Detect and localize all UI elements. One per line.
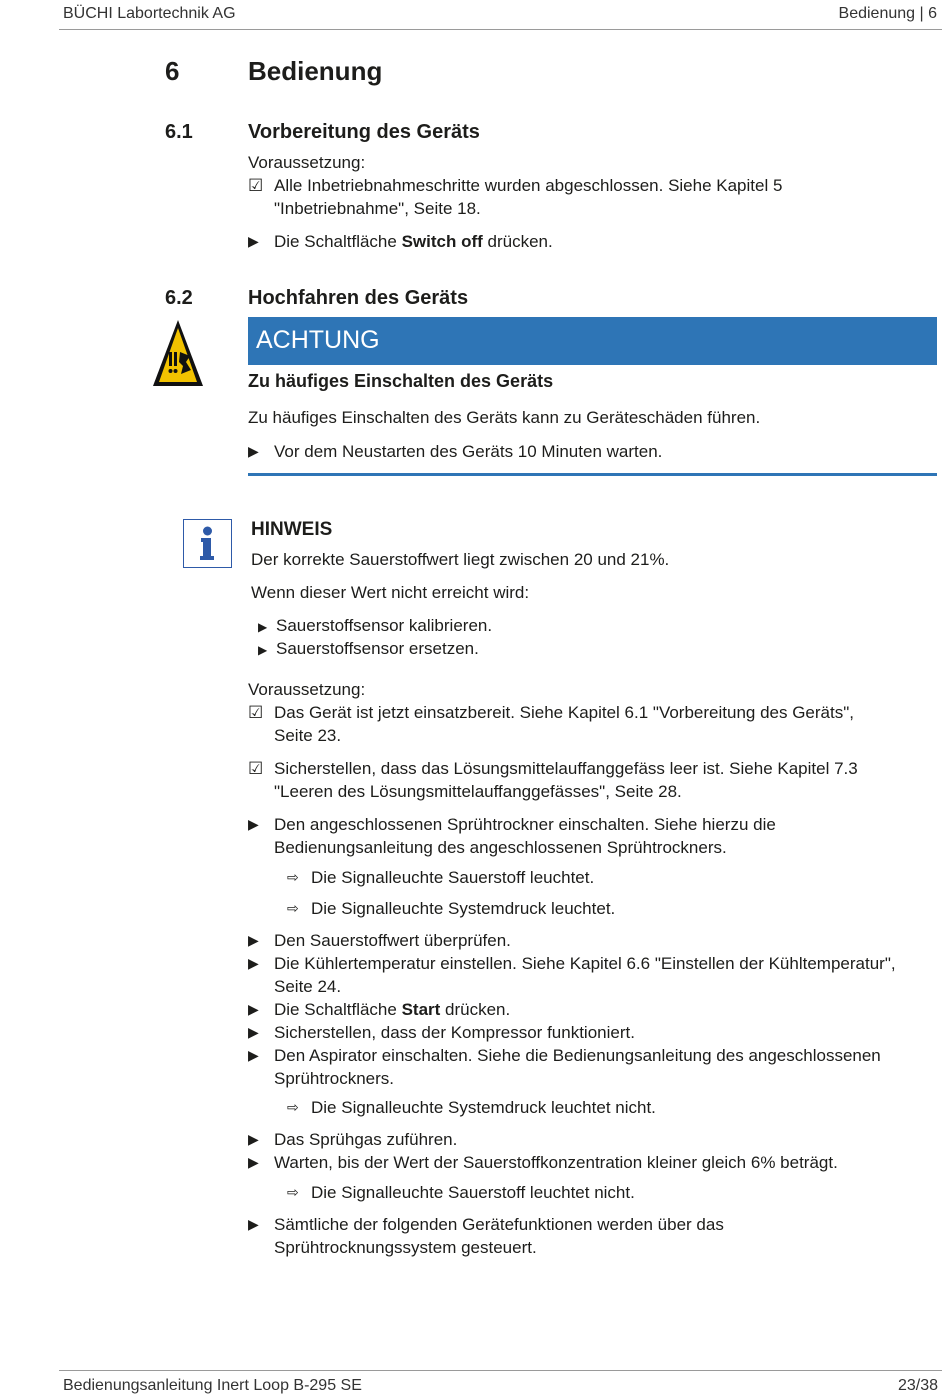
checkbox-icon: ☑ bbox=[248, 703, 264, 722]
section-title-6-1: Vorbereitung des Geräts bbox=[248, 121, 480, 143]
chapter-title: Bedienung bbox=[248, 56, 383, 86]
checkbox-icon: ☑ bbox=[248, 176, 264, 195]
footer-rule bbox=[59, 1370, 942, 1371]
checkbox-icon: ☑ bbox=[248, 759, 264, 778]
triangle-right-icon: ▶ bbox=[248, 932, 259, 948]
step-item: ▶ Die Schaltfläche Switch off drücken. bbox=[248, 232, 553, 251]
triangle-right-icon: ▶ bbox=[248, 955, 259, 971]
info-icon bbox=[183, 519, 232, 568]
warning-crush-icon bbox=[152, 318, 204, 390]
triangle-right-icon: ▶ bbox=[248, 1001, 259, 1017]
note-item: ▶ Sauerstoffsensor ersetzen. bbox=[258, 637, 479, 662]
triangle-right-icon: ▶ bbox=[248, 1047, 259, 1063]
triangle-right-icon: ▶ bbox=[248, 1024, 259, 1040]
triangle-right-icon: ▶ bbox=[248, 233, 259, 249]
result-item: ⇨ Die Signalleuchte Sauerstoff leuchtet. bbox=[287, 868, 595, 887]
prereq-label: Voraussetzung: bbox=[248, 153, 366, 172]
outline-arrow-icon: ⇨ bbox=[287, 869, 299, 885]
section-title-6-2: Hochfahren des Geräts bbox=[248, 287, 469, 309]
header-chapter: Bedienung | 6 bbox=[838, 5, 937, 22]
warning-bottom-rule bbox=[248, 473, 937, 476]
triangle-right-icon: ▶ bbox=[248, 1131, 259, 1147]
caret-right-icon: ▶ bbox=[258, 620, 268, 634]
footer-page-number: 23/38 bbox=[897, 1377, 938, 1394]
section-number-6-1: 6.1 bbox=[165, 121, 193, 143]
step-item: ▶ Sicherstellen, dass der Kompressor funktioniert. bbox=[248, 1023, 635, 1042]
chapter-number: 6 bbox=[165, 56, 180, 86]
prereq-item: ☑ Alle Inbetriebnahmeschritte wurden abgeschlossen. Siehe Kapitel 5 "Inbetriebnahme", Seite 18. bbox=[248, 176, 783, 218]
section-number-6-2: 6.2 bbox=[165, 287, 193, 309]
note-text-2: Wenn dieser Wert nicht erreicht wird: bbox=[251, 583, 530, 602]
note-item: ▶ Sauerstoffsensor kalibrieren. bbox=[258, 614, 492, 639]
step-item: ▶ Den Aspirator einschalten. Siehe die Bedienungsanleitung des angeschlossenen Sprühtrockners. bbox=[248, 1046, 881, 1088]
header-company: BÜCHI Labortechnik AG bbox=[63, 5, 236, 22]
warning-text: Zu häufiges Einschalten des Geräts kann zu Geräteschäden führen. bbox=[248, 408, 761, 427]
step-item: ▶ Warten, bis der Wert der Sauerstoffkonzentration kleiner gleich 6% beträgt. bbox=[248, 1153, 838, 1172]
footer-manual: Bedienungsanleitung Inert Loop B-295 SE bbox=[63, 1377, 362, 1394]
warning-banner bbox=[248, 317, 937, 365]
triangle-right-icon: ▶ bbox=[248, 443, 259, 459]
outline-arrow-icon: ⇨ bbox=[287, 1099, 299, 1115]
caret-right-icon: ▶ bbox=[258, 643, 268, 657]
warning-banner-label: ACHTUNG bbox=[256, 326, 380, 354]
step-item: ▶ Den Sauerstoffwert überprüfen. bbox=[248, 931, 511, 950]
prereq-item: ☑ Sicherstellen, dass das Lösungsmittelauffanggefäss leer ist. Siehe Kapitel 7.3 "Leeren des Lösungsmittelauffanggefässes", Seite 28. bbox=[248, 759, 858, 801]
prereq-item: ☑ Das Gerät ist jetzt einsatzbereit. Siehe Kapitel 6.1 "Vorbereitung des Geräts", Seite 23. bbox=[248, 703, 854, 745]
outline-arrow-icon: ⇨ bbox=[287, 1184, 299, 1200]
step-item: ▶ Die Schaltfläche Start drücken. bbox=[248, 1000, 511, 1019]
step-item: ▶ Das Sprühgas zuführen. bbox=[248, 1130, 458, 1149]
triangle-right-icon: ▶ bbox=[248, 1154, 259, 1170]
result-item: ⇨ Die Signalleuchte Sauerstoff leuchtet nicht. bbox=[287, 1183, 635, 1202]
header-rule bbox=[59, 29, 942, 30]
step-item: ▶ Die Kühlertemperatur einstellen. Siehe Kapitel 6.6 "Einstellen der Kühltemperatur", Seite 24. bbox=[248, 954, 896, 996]
prereq-label: Voraussetzung: bbox=[248, 680, 366, 699]
result-item: ⇨ Die Signalleuchte Systemdruck leuchtet nicht. bbox=[287, 1098, 656, 1117]
step-item: ▶ Den angeschlossenen Sprühtrockner einschalten. Siehe hierzu die Bedienungsanleitung des angeschlossenen Sprühtrockners. bbox=[248, 815, 776, 857]
note-text-1: Der korrekte Sauerstoffwert liegt zwischen 20 und 21%. bbox=[251, 550, 670, 569]
outline-arrow-icon: ⇨ bbox=[287, 900, 299, 916]
result-item: ⇨ Die Signalleuchte Systemdruck leuchtet. bbox=[287, 899, 616, 918]
note-title: HINWEIS bbox=[251, 519, 333, 540]
triangle-right-icon: ▶ bbox=[248, 816, 259, 832]
warning-step: ▶ Vor dem Neustarten des Geräts 10 Minuten warten. bbox=[248, 442, 663, 461]
step-item: ▶ Sämtliche der folgenden Gerätefunktionen werden über das Sprühtrocknungssystem gesteuert. bbox=[248, 1215, 724, 1257]
warning-title: Zu häufiges Einschalten des Geräts bbox=[248, 371, 554, 391]
triangle-right-icon: ▶ bbox=[248, 1216, 259, 1232]
